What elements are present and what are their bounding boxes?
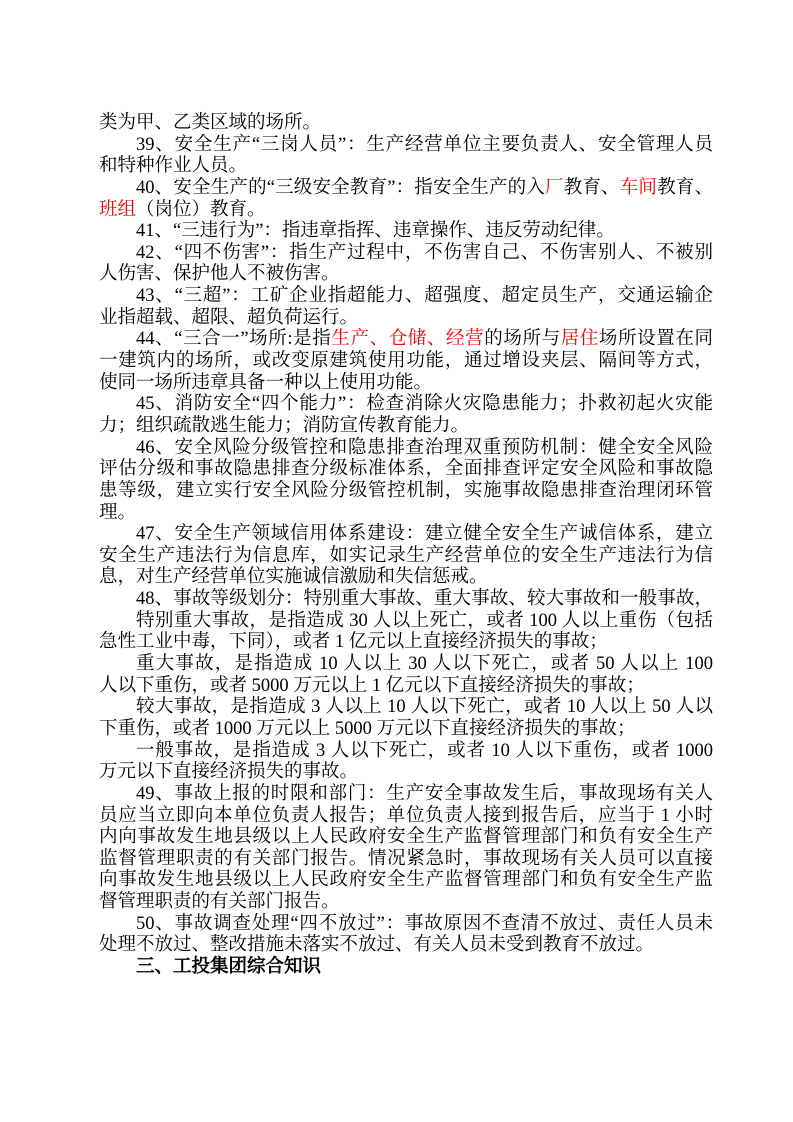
text-line <box>99 957 713 979</box>
text-segment: 47、安全生产领域信用体系建设：建立健全安全生产诚信体系，建立 <box>136 524 713 545</box>
text-line <box>99 567 713 589</box>
red-highlight-text: 班组 <box>99 199 137 220</box>
text-line <box>99 351 713 373</box>
text-line <box>99 524 713 546</box>
text-segment: 42、“四不伤害”：指生产过程中，不伤害自己、不伤害别人、不被别 <box>136 242 713 263</box>
text-segment: 人以下重伤，或者 5000 万元以上 1 亿元以下直接经济损失的事故； <box>99 675 645 696</box>
text-segment: 教育、 <box>657 177 713 198</box>
text-segment: 特别重大事故，是指造成 30 人以上死亡，或者 100 人以上重伤（包括 <box>136 610 713 631</box>
text-line <box>99 870 713 892</box>
text-segment: 理。 <box>99 502 137 523</box>
text-segment: 万元以下直接经济损失的事故。 <box>99 762 359 783</box>
text-segment: （岗位）教育。 <box>136 199 266 220</box>
text-line <box>99 156 713 178</box>
text-segment: 一建筑内的场所，或改变原建筑使用功能，通过增设夹层、隔间等方式， <box>99 351 713 372</box>
text-line <box>99 264 713 286</box>
text-line <box>99 329 713 351</box>
text-line <box>99 611 713 633</box>
red-highlight-text: 居住 <box>560 329 599 350</box>
text-segment: 安全生产违法行为信息库，如实记录生产经营单位的安全生产违法行为信 <box>99 545 713 566</box>
red-highlight-text: 车间 <box>619 177 658 198</box>
text-line <box>99 308 713 330</box>
text-line <box>99 762 713 784</box>
text-line <box>99 459 713 481</box>
text-segment: 员应当立即向本单位负责人报告；单位负责人接到报告后，应当于 1 小时 <box>99 805 713 826</box>
text-line <box>99 416 713 438</box>
text-segment: 患等级，建立实行安全风险分级管控机制，实施事故隐患排查治理闭环管 <box>99 480 713 501</box>
text-line <box>99 784 713 806</box>
text-line <box>99 632 713 654</box>
text-segment: 重大事故，是指造成 10 人以上 30 人以下死亡，或者 50 人以上 100 <box>136 654 713 675</box>
text-line <box>99 200 713 222</box>
text-line <box>99 394 713 416</box>
text-segment: 48、事故等级划分：特别重大事故、重大事故、较大事故和一般事故， <box>136 589 713 610</box>
text-segment: 49、事故上报的时限和部门：生产安全事故发生后，事故现场有关人 <box>136 783 713 804</box>
text-segment: 50、事故调查处理“四不放过”：事故原因不查清不放过、责任人员未 <box>136 913 713 934</box>
text-line <box>99 935 713 957</box>
text-line <box>99 827 713 849</box>
text-segment: 监督管理职责的有关部门报告。情况紧急时，事故现场有关人员可以直接 <box>99 848 713 869</box>
text-segment: 评估分级和事故隐患排查分级标准体系，全面排查评定安全风险和事故隐 <box>99 459 713 480</box>
text-segment: 使同一场所违章具备一种以上使用功能。 <box>99 372 433 393</box>
text-line <box>99 589 713 611</box>
text-segment: 三、工投集团综合知识 <box>136 956 322 977</box>
text-segment: 40、安全生产的“三级安全教育”：指安全生产的入 <box>136 177 546 198</box>
text-segment: 急性工业中毒，下同），或者 1 亿元以上直接经济损失的事故； <box>99 632 608 653</box>
text-line <box>99 113 713 135</box>
text-segment: 46、安全风险分级管控和隐患排查治理双重预防机制：健全安全风险 <box>136 437 713 458</box>
text-line <box>99 221 713 243</box>
text-line <box>99 438 713 460</box>
text-segment: 43、“三超”：工矿企业指超能力、超强度、超定员生产，交通运输企 <box>136 286 713 307</box>
text-line <box>99 286 713 308</box>
red-highlight-text: 生产、仓储、经营 <box>331 329 485 350</box>
text-segment: 息，对生产经营单位实施诚信激励和失信惩戒。 <box>99 567 488 588</box>
text-segment: 处理不放过、整改措施未落实不放过、有关人员未受到教育不放过。 <box>99 935 655 956</box>
red-highlight-text: 厂 <box>545 177 564 198</box>
text-segment: 较大事故，是指造成 3 人以上 10 人以下死亡，或者 10 人以上 50 人以 <box>136 697 713 718</box>
text-segment: 力；组织疏散逃生能力；消防宣传教育能力。 <box>99 415 470 436</box>
text-line <box>99 546 713 568</box>
text-segment: 44、“三合一”场所:是指 <box>136 329 332 350</box>
text-line <box>99 135 713 157</box>
text-segment: 类为甲、乙类区域的场所。 <box>99 113 322 133</box>
text-segment: 教育、 <box>563 177 620 198</box>
text-line <box>99 654 713 676</box>
text-segment: 和特种作业人员。 <box>99 156 248 177</box>
text-line <box>99 178 713 200</box>
text-line <box>99 373 713 395</box>
text-segment: 一般事故，是指造成 3 人以下死亡，或者 10 人以下重伤，或者 1000 <box>136 740 713 761</box>
text-line <box>99 741 713 763</box>
text-segment: 下重伤，或者 1000 万元以上 5000 万元以下直接经济损失的事故； <box>99 718 636 739</box>
text-segment: 41、“三违行为”：指违章指挥、违章操作、违反劳动纪律。 <box>136 221 615 242</box>
text-line <box>99 697 713 719</box>
text-segment: 业指超载、超限、超负荷运行。 <box>99 307 359 328</box>
text-segment: 向事故发生地县级以上人民政府安全生产监督管理部门和负有安全生产监 <box>99 870 713 891</box>
text-segment: 场所设置在同 <box>598 329 713 350</box>
text-line <box>99 243 713 265</box>
text-segment: 内向事故发生地县级以上人民政府安全生产监督管理部门和负有安全生产 <box>99 827 713 848</box>
text-segment: 的场所与 <box>484 329 561 350</box>
text-line <box>99 481 713 503</box>
text-line <box>99 676 713 698</box>
text-segment: 督管理职责的有关部门报告。 <box>99 892 340 913</box>
text-line <box>99 892 713 914</box>
document-body <box>99 113 713 979</box>
text-line <box>99 719 713 741</box>
text-line <box>99 849 713 871</box>
text-segment: 39、安全生产“三岗人员”：生产经营单位主要负责人、安全管理人员 <box>136 134 713 155</box>
text-line <box>99 503 713 525</box>
text-line <box>99 806 713 828</box>
text-segment: 45、消防安全“四个能力”：检查消除火灾隐患能力；扑救初起火灾能 <box>136 394 713 415</box>
text-line <box>99 914 713 936</box>
text-segment: 人伤害、保护他人不被伤害。 <box>99 264 340 285</box>
